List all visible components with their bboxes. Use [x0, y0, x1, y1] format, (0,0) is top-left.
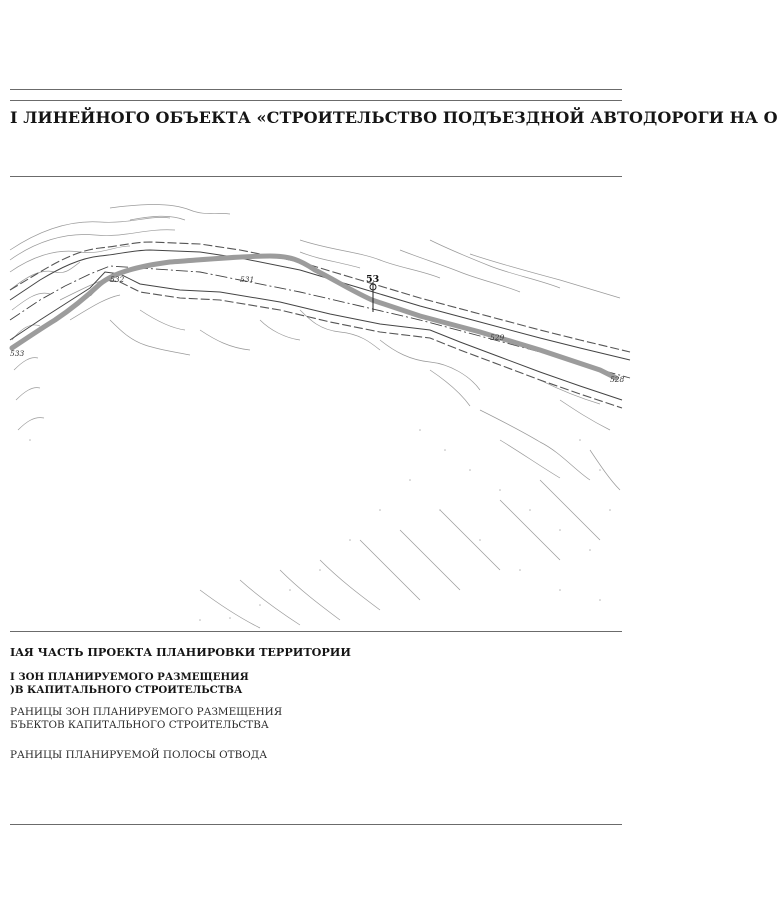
map-bottom-rule: [10, 631, 622, 632]
drawing-title: I ЛИНЕЙНОГО ОБЪЕКТА «СТРОИТЕЛЬСТВО ПОДЪЕЗДНОЙ АВТОДОРОГИ НА О: [10, 108, 778, 127]
legend-zone-group-line2: )В КАПИТАЛЬНОГО СТРОИТЕЛЬСТВА: [10, 684, 243, 696]
top-rule-1: [10, 89, 622, 90]
bottom-rule: [10, 824, 622, 825]
legend-entry-zone-boundary-line1: РАНИЦЫ ЗОН ПЛАНИРУЕМОГО РАЗМЕЩЕНИЯ: [10, 706, 283, 718]
legend-zone-group-line1: I ЗОН ПЛАНИРУЕМОГО РАЗМЕЩЕНИЯ: [10, 671, 249, 683]
title-underline: [10, 176, 622, 177]
route-corridor: [10, 242, 630, 408]
contour-label-531: 531: [240, 275, 255, 284]
contour-label-532: 532: [110, 275, 125, 284]
contour-label-533: 533: [10, 349, 25, 358]
top-rule-2: [10, 100, 622, 101]
legend-entry-right-of-way: РАНИЦЫ ПЛАНИРУЕМОЙ ПОЛОСЫ ОТВОДА: [10, 749, 268, 761]
legend-entry-zone-boundary-line2: БЪЕКТОВ КАПИТАЛЬНОГО СТРОИТЕЛЬСТВА: [10, 719, 269, 731]
scrub-texture: [29, 429, 611, 621]
route-map: [0, 180, 639, 630]
station-label: 53: [366, 274, 380, 285]
contour-label-528: 528: [610, 375, 625, 384]
legend-heading: IAЯ ЧАСТЬ ПРОЕКТА ПЛАНИРОВКИ ТЕРРИТОРИИ: [10, 645, 351, 659]
contour-label-529: 529: [490, 333, 505, 342]
